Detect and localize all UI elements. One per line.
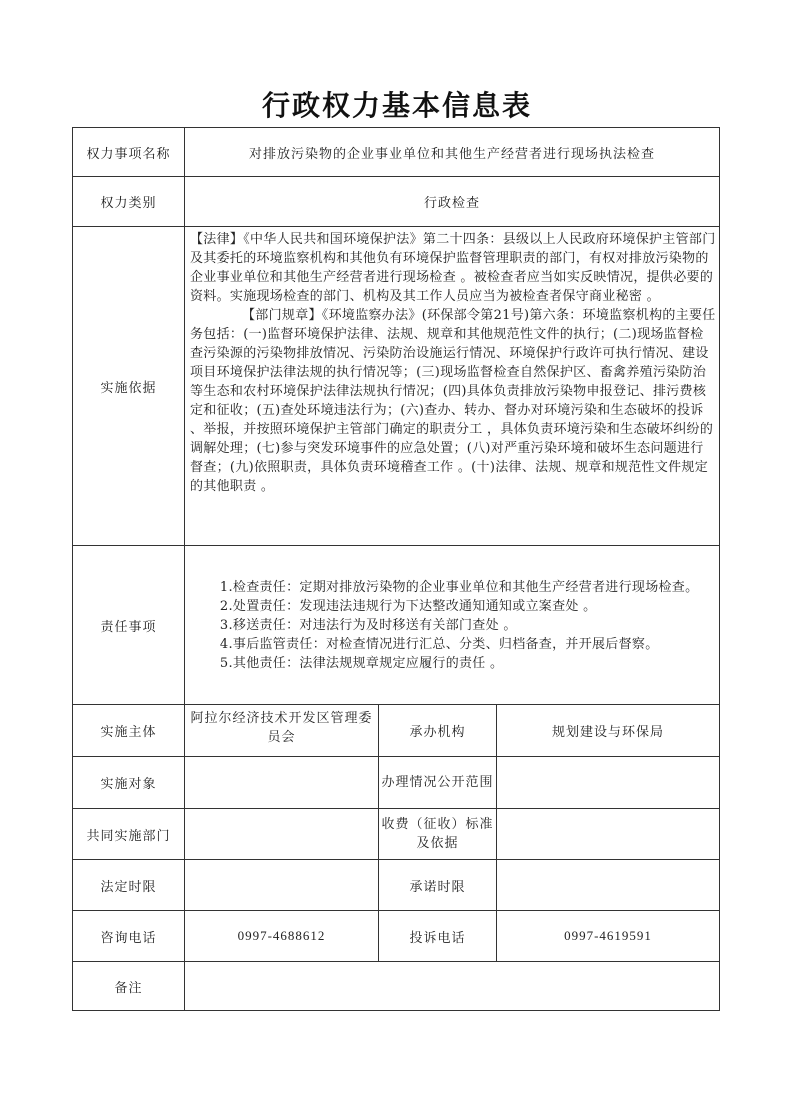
row-basis (73, 227, 720, 546)
value-disclosure (497, 757, 720, 809)
label-target: 实施对象 (73, 757, 185, 809)
label-remark: 备注 (73, 962, 185, 1011)
value-promise-limit (497, 860, 720, 911)
label-disclosure: 办理情况公开范围 (379, 757, 497, 809)
basis-law: 【法律】《中华人民共和国环境保护法》第二十四条：县级以上人民政府环境保护主管部门及其委托的环境监察机构和其他负有环境保护监督管理职责的部门，有权对排放污染物的企业事业单位和其他生产经营者进行现场检查 。被检查者应当如实反映情况，提供必要的资料。实施现场检查的部门、机构及其工作人员应当为被检查者保守商业秘密 。 (190, 232, 716, 304)
value-target (185, 757, 379, 809)
value-joint (185, 809, 379, 860)
row-category (73, 177, 720, 227)
row-phone (73, 911, 720, 962)
row-responsibility (73, 546, 720, 705)
responsibility-item: 5.其他责任：法律法规规章规定应履行的责任 。 (219, 655, 504, 671)
label-joint: 共同实施部门 (73, 809, 185, 860)
label-fee: 收费（征收）标准及依据 (379, 809, 497, 860)
value-agency: 规划建设与环保局 (497, 705, 720, 757)
label-category: 权力类别 (73, 177, 185, 227)
value-basis (185, 227, 720, 546)
info-table (72, 127, 720, 1011)
row-joint (73, 809, 720, 860)
label-promise-limit: 承诺时限 (379, 860, 497, 911)
value-remark (185, 962, 720, 1011)
label-complaint-phone: 投诉电话 (379, 911, 497, 962)
row-limit (73, 860, 720, 911)
value-category: 行政检查 (185, 177, 720, 227)
responsibility-item: 3.移送责任：对违法行为及时移送有关部门查处 。 (219, 617, 517, 633)
label-basis: 实施依据 (73, 227, 185, 546)
responsibility-item: 4.事后监管责任：对检查情况进行汇总、分类、归档备查，并开展后督察。 (219, 636, 659, 652)
value-consult-phone: 0997-4688612 (185, 911, 379, 962)
value-complaint-phone: 0997-4619591 (497, 911, 720, 962)
basis-regulation: 【部门规章】《环境监察办法》(环保部令第21号)第六条：环境监察机构的主要任务包括：(一)监督环境保护法律、法规、规章和其他规范性文件的执行；(二)现场监督检查污染源的污染物排放情况、污染防治设施运行情况、环境保护行政许可执行情况、建设项目环境保护法律法规的执行情况等；(三)现场监督检查自然保护区、畜禽养殖污染防治等生态和农村环境保护法律法规执行情况；(四)具体负责排放污染物申报登记、排污费核定和征收；(五)查处环境违法行为；(六)查办、转办、督办对环境污染和生态破坏的投诉 、举报，并按照环境保护主管部门确定的职责分工 ，具体负责环境污染和生态破坏纠纷的调解处理；(七)参与突发环境事件的应急处置；(八)对严重污染环境和破坏生态问题进行督查；(九)依照职责，具体负责环境稽查工作 。(十)法律、法规、规章和规范性文件规定的其他职责 。 (190, 308, 716, 494)
value-subject: 阿拉尔经济技术开发区管理委员会 (185, 705, 379, 757)
label-responsibility: 责任事项 (73, 546, 185, 705)
row-name (73, 128, 720, 177)
value-name: 对排放污染物的企业事业单位和其他生产经营者进行现场执法检查 (185, 128, 720, 177)
row-target (73, 757, 720, 809)
value-fee (497, 809, 720, 860)
label-legal-limit: 法定时限 (73, 860, 185, 911)
row-subject (73, 705, 720, 757)
label-consult-phone: 咨询电话 (73, 911, 185, 962)
responsibility-item: 2.处置责任：发现违法违规行为下达整改通知通知或立案查处 。 (219, 598, 597, 614)
row-remark (73, 962, 720, 1011)
responsibility-item: 1.检查责任：定期对排放污染物的企业事业单位和其他生产经营者进行现场检查。 (219, 579, 699, 595)
value-legal-limit (185, 860, 379, 911)
label-name: 权力事项名称 (73, 128, 185, 177)
value-responsibility (185, 546, 720, 705)
label-agency: 承办机构 (379, 705, 497, 757)
label-subject: 实施主体 (73, 705, 185, 757)
page-title: 行政权力基本信息表 (261, 89, 532, 122)
